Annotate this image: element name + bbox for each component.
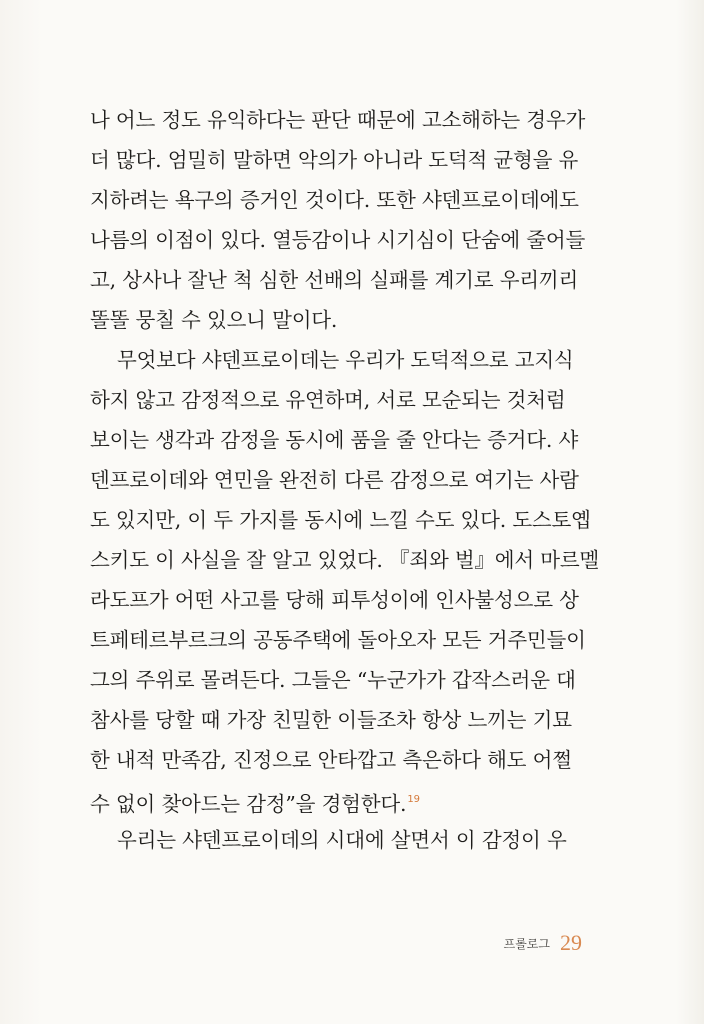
text-line: 하지 않고 감정적으로 유연하며, 서로 모순되는 것처럼 (90, 388, 566, 412)
text-line: 나 어느 정도 유익하다는 판단 때문에 고소해하는 경우가 (90, 108, 586, 132)
text-line: 도 있지만, 이 두 가지를 동시에 느낄 수도 있다. 도스토옙 (90, 508, 591, 532)
page-footer (504, 928, 582, 958)
text-line: 고, 상사나 잘난 척 심한 선배의 실패를 계기로 우리끼리 (90, 268, 579, 292)
text-line: 덴프로이데와 연민을 완전히 다른 감정으로 여기는 사람 (90, 468, 579, 492)
text-line-content: 수 없이 찾아드는 감정”을 경험한다. (90, 792, 407, 816)
text-line: 스키도 이 사실을 잘 알고 있었다. 『죄와 벌』에서 마르멜 (90, 548, 600, 572)
text-line: 보이는 생각과 감정을 동시에 품을 줄 안다는 증거다. 샤 (90, 428, 579, 452)
text-line: 지하려는 욕구의 증거인 것이다. 또한 샤덴프로이데에도 (90, 188, 579, 212)
text-line: 나름의 이점이 있다. 열등감이나 시기심이 단숨에 줄어들 (90, 228, 586, 252)
text-line: 그의 주위로 몰려든다. 그들은 “누군가가 갑작스러운 대 (90, 668, 576, 692)
text-line: 참사를 당할 때 가장 친밀한 이들조차 항상 느끼는 기묘 (90, 708, 572, 732)
chapter-title: 프롤로그 (503, 937, 550, 951)
text-line: 똘똘 뭉칠 수 있으니 말이다. (90, 308, 338, 332)
text-line: 라도프가 어떤 사고를 당해 피투성이에 인사불성으로 상 (90, 588, 579, 612)
text-line: 한 내적 만족감, 진정으로 안타깝고 측은하다 해도 어쩔 (90, 748, 572, 772)
text-line: 트페테르부르크의 공동주택에 돌아오자 모든 거주민들이 (90, 628, 586, 652)
page-number: 29 (560, 930, 582, 955)
body-text (90, 100, 600, 860)
footnote-marker[interactable]: 19 (407, 794, 421, 805)
text-line-with-footnote (90, 780, 590, 820)
text-line: 더 많다. 엄밀히 말하면 악의가 아니라 도덕적 균형을 유 (90, 148, 579, 172)
paragraph-start-line: 우리는 샤덴프로이데의 시대에 살면서 이 감정이 우 (117, 828, 567, 852)
paragraph-start-line: 무엇보다 샤덴프로이데는 우리가 도덕적으로 고지식 (117, 348, 574, 372)
